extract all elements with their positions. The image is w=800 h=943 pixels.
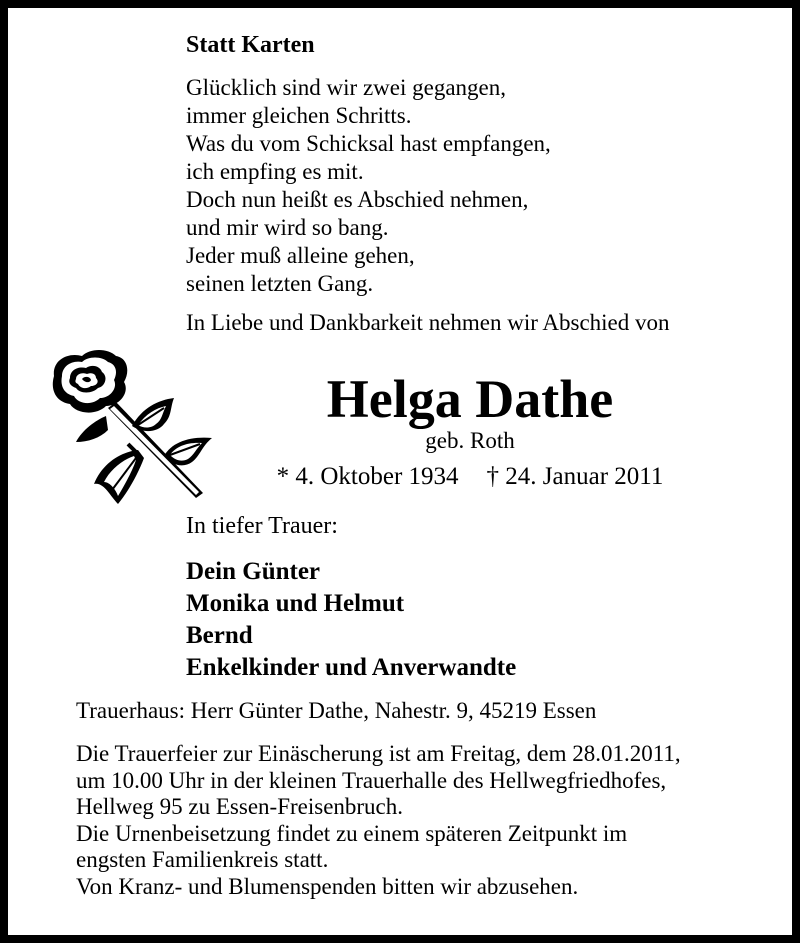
intro-text: In Liebe und Dankbarkeit nehmen wir Abschied von	[186, 310, 670, 335]
mourners-list	[186, 556, 516, 684]
life-dates	[8, 463, 792, 491]
details-line: Die Trauerfeier zur Einäscherung ist am Freitag, dem 28.01.2011,	[76, 741, 681, 766]
details-line: engsten Familienkreis statt.	[76, 847, 329, 872]
death-date: † 24. Januar 2011	[486, 463, 664, 490]
details-line: Von Kranz- und Blumenspenden bitten wir abzusehen.	[76, 873, 579, 899]
details-line: Hellweg 95 zu Essen-Freisenbruch.	[76, 794, 404, 819]
poem	[186, 74, 551, 298]
poem-line: Was du vom Schicksal hast empfangen,	[186, 131, 551, 156]
poem-line: ich empfing es mit.	[186, 159, 364, 184]
mourner: Enkelkinder und Anverwandte	[186, 654, 517, 681]
notice-heading: Statt Karten	[186, 32, 315, 58]
mourning-house-address: Trauerhaus: Herr Günter Dathe, Nahestr. 9, 45219 Essen	[76, 698, 597, 723]
poem-line: seinen letzten Gang.	[186, 271, 374, 296]
deceased-name: Helga Dathe	[326, 369, 614, 429]
poem-line: Jeder muß alleine gehen,	[186, 243, 415, 268]
birth-date: * 4. Oktober 1934	[276, 463, 459, 490]
poem-line: und mir wird so bang.	[186, 215, 389, 240]
mourning-label: In tiefer Trauer:	[186, 513, 338, 539]
details-line: Die Urnenbeisetzung findet zu einem späteren Zeitpunkt im	[76, 820, 628, 846]
mourner: Bernd	[186, 622, 253, 649]
mourner: Monika und Helmut	[186, 590, 405, 617]
poem-line: Glücklich sind wir zwei gegangen,	[186, 75, 506, 100]
mourner: Dein Günter	[186, 558, 321, 585]
details-line: um 10.00 Uhr in der kleinen Trauerhalle des Hellwegfriedhofes,	[76, 767, 667, 793]
funeral-details	[76, 741, 681, 900]
maiden-name: geb. Roth	[425, 428, 515, 453]
poem-line: Doch nun heißt es Abschied nehmen,	[186, 187, 529, 212]
poem-line: immer gleichen Schritts.	[186, 103, 412, 128]
